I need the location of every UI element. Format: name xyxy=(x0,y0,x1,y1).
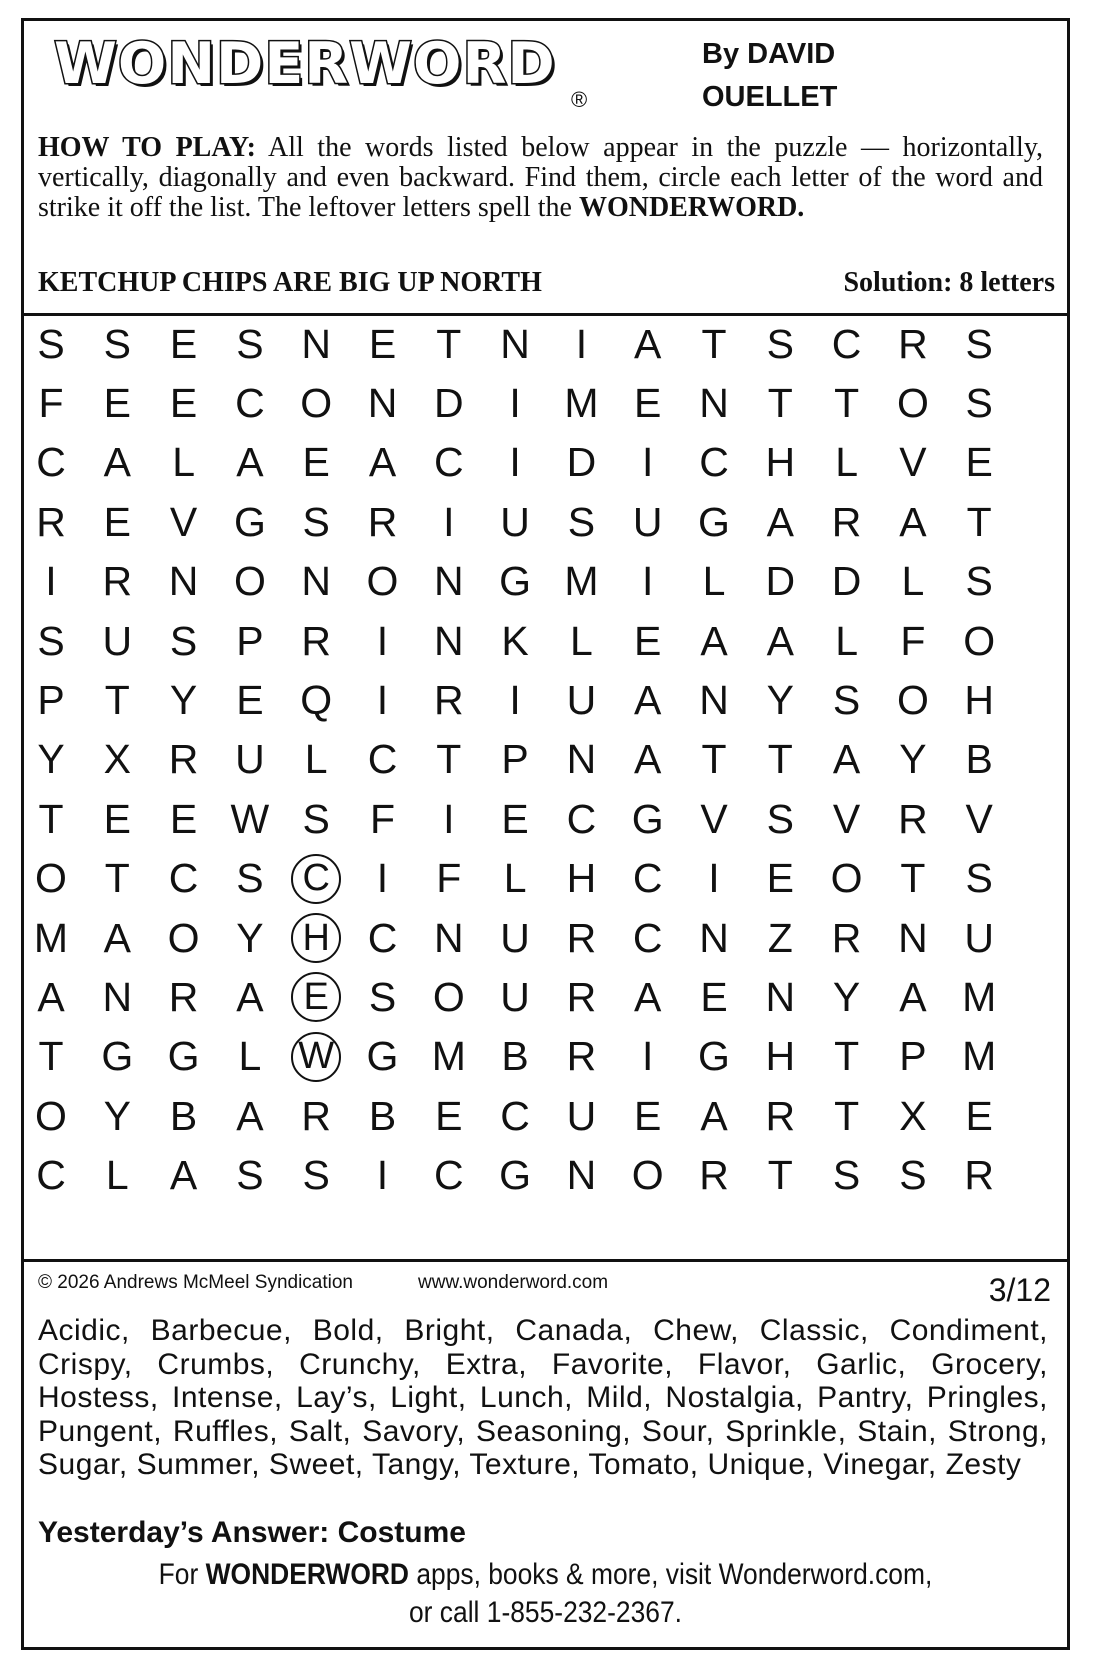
grid-cell[interactable]: T xyxy=(38,795,64,842)
byline-line-2: OUELLET xyxy=(702,81,838,113)
grid-cell[interactable]: A xyxy=(169,1152,198,1199)
grid-cell[interactable]: I xyxy=(641,558,654,605)
grid-cell[interactable]: Y xyxy=(236,914,264,961)
grid-cell[interactable]: S xyxy=(103,320,131,367)
grid-cell[interactable]: A xyxy=(236,973,264,1020)
grid-cell[interactable]: E xyxy=(302,439,330,486)
grid-cell[interactable]: I xyxy=(509,676,521,723)
grid-cell[interactable]: L xyxy=(901,558,925,605)
grid-cell[interactable]: S xyxy=(965,855,993,902)
grid-cell[interactable]: G xyxy=(499,1152,532,1199)
grid-cell[interactable]: E xyxy=(103,379,131,426)
grid-cell[interactable]: A xyxy=(899,498,927,545)
grid-cell[interactable]: G xyxy=(366,1033,399,1080)
grid-cell[interactable]: S xyxy=(302,795,330,842)
grid-cell[interactable]: R xyxy=(301,1092,331,1139)
grid-cell[interactable]: Y xyxy=(766,676,794,723)
grid-cell[interactable]: T xyxy=(436,320,462,367)
grid-cell[interactable]: R xyxy=(433,676,464,723)
grid-cell[interactable]: R xyxy=(168,736,199,783)
grid-cell[interactable]: C xyxy=(632,914,663,961)
grid-cell[interactable]: V xyxy=(965,795,993,842)
grid-cell[interactable]: P xyxy=(501,736,529,783)
grid-cell[interactable]: Q xyxy=(300,676,333,723)
grid-cell[interactable]: E xyxy=(103,498,131,545)
grid-cell[interactable]: Y xyxy=(899,736,927,783)
grid-cell[interactable]: T xyxy=(900,855,926,902)
grid-cell[interactable]: F xyxy=(38,379,64,426)
grid-cell[interactable]: R xyxy=(566,973,597,1020)
grid-cell[interactable]: R xyxy=(765,1092,796,1139)
grid-cell[interactable]: K xyxy=(501,617,529,664)
grid-cell[interactable]: N xyxy=(433,914,464,961)
grid-cell[interactable]: I xyxy=(376,617,389,664)
grid-cell[interactable]: I xyxy=(708,855,720,902)
grid-cell[interactable]: M xyxy=(962,973,997,1020)
grid-cell[interactable]: S xyxy=(302,1152,330,1199)
grid-cell[interactable]: R xyxy=(566,1033,597,1080)
grid-cell[interactable]: R xyxy=(168,973,199,1020)
grid-cell[interactable]: M xyxy=(564,558,599,605)
grid-cell[interactable]: F xyxy=(369,795,396,842)
grid-cell[interactable]: E xyxy=(700,973,728,1020)
grid-cell[interactable]: L xyxy=(172,439,195,486)
promo-line-1 xyxy=(87,1556,1005,1594)
grid-cell[interactable]: S xyxy=(832,1152,861,1199)
grid-cell[interactable]: U xyxy=(500,914,530,961)
grid-cell[interactable]: S xyxy=(368,973,397,1020)
grid-cell[interactable]: G xyxy=(233,498,266,545)
grid-cell[interactable]: T xyxy=(436,736,462,783)
grid-cell[interactable]: E xyxy=(766,855,794,902)
grid-cell[interactable]: E xyxy=(501,795,529,842)
grid-cell[interactable]: T xyxy=(834,1092,860,1139)
grid-cell[interactable]: A xyxy=(634,676,662,723)
grid-cell[interactable]: C xyxy=(235,379,265,426)
grid-cell[interactable]: R xyxy=(898,320,928,367)
grid-cell[interactable]: U xyxy=(235,736,265,783)
grid-cell[interactable]: S xyxy=(899,1152,927,1199)
grid-cell[interactable]: V xyxy=(700,795,728,842)
grid-cell[interactable]: L xyxy=(569,617,593,664)
grid-cell[interactable]: P xyxy=(236,617,264,664)
grid-cell[interactable]: S xyxy=(236,855,264,902)
grid-cell[interactable]: A xyxy=(103,914,131,961)
grid-cell[interactable]: P xyxy=(37,676,65,723)
grid-cell[interactable]: B xyxy=(965,736,993,783)
grid-cell[interactable]: E xyxy=(965,439,993,486)
grid-cell[interactable]: U xyxy=(566,1092,597,1139)
grid-cell[interactable]: Z xyxy=(767,914,793,961)
yesterday-answer: Yesterday’s Answer: Costume xyxy=(38,1516,466,1549)
grid-cell[interactable]: C xyxy=(291,854,341,904)
grid-cell[interactable]: F xyxy=(900,617,926,664)
grid-cell[interactable]: A xyxy=(103,439,131,486)
promo-suffix: apps, books & more, visit Wonderword.com, xyxy=(408,1558,933,1591)
wonderword-puzzle xyxy=(21,18,1070,1650)
grid-cell[interactable]: O xyxy=(35,1092,67,1139)
grid-cell[interactable]: O xyxy=(963,617,996,664)
grid-cell[interactable]: L xyxy=(835,617,858,664)
puzzle-footer xyxy=(24,1262,1067,1650)
word-list: Acidic, Barbecue, Bold, Bright, Canada, Chew, Classic, Condiment, Crispy, Crumbs, Crunchy, Extra, Favorite, Flavor, Garlic, Grocery, Hostess, Intense, Lay’s, Light, Lunch, Mild, Nostalgia, Pantry, Pringles, Pungent, Ruffles, Salt, Savory, Seasoning, Sour, Sprinkle, Stain, Strong, Sugar, Summer, Sweet, Tangy, Texture, Tomato, Unique, Vinegar, Zesty xyxy=(38,1314,1048,1481)
byline-line-1: By DAVID xyxy=(702,38,836,70)
grid-cell[interactable]: C xyxy=(632,855,663,902)
grid-cell[interactable]: I xyxy=(45,558,57,605)
how-to-play-label: HOW TO PLAY: xyxy=(38,132,256,163)
grid-cell[interactable]: B xyxy=(368,1092,397,1139)
grid-cell[interactable]: R xyxy=(36,498,66,545)
solution-length: Solution: 8 letters xyxy=(843,267,1055,298)
grid-cell[interactable]: T xyxy=(767,1152,793,1199)
grid-cell[interactable]: V xyxy=(899,439,927,486)
grid-cell[interactable]: L xyxy=(238,1033,262,1080)
grid-cell[interactable]: U xyxy=(500,498,530,545)
grid-cell[interactable]: N xyxy=(898,914,928,961)
grid-cell[interactable]: T xyxy=(701,320,727,367)
grid-cell[interactable]: M xyxy=(564,379,599,426)
grid-cell[interactable]: A xyxy=(236,439,264,486)
grid-cell[interactable]: A xyxy=(236,1092,264,1139)
grid-cell[interactable]: O xyxy=(233,558,266,605)
grid-cell[interactable]: H xyxy=(291,913,341,963)
grid-cell[interactable]: X xyxy=(103,736,131,783)
grid-cell[interactable]: E xyxy=(169,379,198,426)
grid-cell[interactable]: O xyxy=(830,855,863,902)
grid-cell[interactable]: D xyxy=(566,439,597,486)
grid-cell[interactable]: V xyxy=(832,795,861,842)
grid-cell[interactable]: C xyxy=(831,320,862,367)
grid-cell[interactable]: R xyxy=(301,617,331,664)
grid-cell[interactable]: E xyxy=(634,379,662,426)
grid-cell[interactable]: G xyxy=(631,795,664,842)
grid-cell[interactable]: R xyxy=(898,795,928,842)
grid-cell[interactable]: G xyxy=(499,558,532,605)
grid-cell[interactable]: C xyxy=(500,1092,530,1139)
grid-cell[interactable]: U xyxy=(566,676,597,723)
grid-cell[interactable]: S xyxy=(236,320,264,367)
grid-cell[interactable]: G xyxy=(167,1033,200,1080)
grid-cell[interactable]: D xyxy=(765,558,796,605)
grid-cell[interactable]: S xyxy=(236,1152,264,1199)
grid-cell[interactable]: S xyxy=(302,498,330,545)
grid-cell[interactable]: V xyxy=(169,498,198,545)
grid-cell[interactable]: S xyxy=(965,320,993,367)
how-to-play xyxy=(38,133,1043,223)
website: www.wonderword.com xyxy=(418,1272,609,1293)
grid-cell[interactable]: G xyxy=(698,498,730,545)
grid-cell[interactable]: R xyxy=(566,914,597,961)
grid-cell[interactable]: A xyxy=(700,617,728,664)
grid-cell[interactable]: N xyxy=(168,558,199,605)
grid-cell[interactable]: I xyxy=(376,676,389,723)
grid-cell[interactable]: W xyxy=(291,1032,341,1082)
grid-cell[interactable]: R xyxy=(102,558,133,605)
grid-cell[interactable]: P xyxy=(899,1033,927,1080)
grid-cell[interactable]: C xyxy=(168,855,199,902)
grid-cell[interactable]: T xyxy=(834,379,860,426)
promo-brand: WONDERWORD xyxy=(205,1558,409,1591)
grid-cell[interactable]: E xyxy=(236,676,264,723)
grid-cell[interactable]: G xyxy=(698,1033,730,1080)
grid-cell[interactable]: H xyxy=(964,676,994,723)
grid-cell[interactable]: E xyxy=(103,795,131,842)
grid-cell[interactable]: N xyxy=(367,379,398,426)
promo-prefix: For xyxy=(158,1558,206,1591)
grid-cell[interactable]: U xyxy=(964,914,994,961)
grid-cell[interactable]: U xyxy=(632,498,663,545)
grid-cell[interactable]: B xyxy=(169,1092,198,1139)
grid-cell[interactable]: R xyxy=(831,914,862,961)
grid-cell[interactable]: E xyxy=(291,972,341,1022)
grid-cell[interactable]: T xyxy=(104,676,130,723)
puzzle-header xyxy=(24,21,1067,316)
grid-cell[interactable]: S xyxy=(766,795,794,842)
grid-cell[interactable]: S xyxy=(965,558,993,605)
grid-cell[interactable]: Y xyxy=(832,973,861,1020)
grid-cell[interactable]: H xyxy=(765,1033,796,1080)
grid-cell[interactable]: C xyxy=(367,736,398,783)
grid-cell[interactable]: N xyxy=(433,617,464,664)
grid-cell[interactable]: N xyxy=(699,914,729,961)
grid-cell[interactable]: A xyxy=(766,498,794,545)
grid-cell[interactable]: O xyxy=(896,379,929,426)
grid-cell[interactable]: O xyxy=(167,914,200,961)
how-to-play-end: WONDERWORD. xyxy=(578,192,805,223)
grid-cell[interactable]: I xyxy=(575,320,588,367)
grid-cell[interactable]: R xyxy=(367,498,398,545)
grid-cell[interactable]: E xyxy=(368,320,397,367)
wonderword-logo: WONDERWORD xyxy=(54,31,556,97)
grid-cell[interactable]: I xyxy=(509,379,521,426)
grid-cell[interactable]: T xyxy=(104,855,130,902)
grid-cell[interactable]: R xyxy=(831,498,862,545)
grid-cell[interactable]: C xyxy=(36,439,66,486)
puzzle-date: 3/12 xyxy=(988,1272,1051,1308)
grid-cell[interactable]: C xyxy=(36,1152,66,1199)
grid-cell[interactable]: I xyxy=(641,439,654,486)
grid-cell[interactable]: T xyxy=(38,1033,64,1080)
grid-cell[interactable]: E xyxy=(169,795,198,842)
grid-cell[interactable]: A xyxy=(700,1092,728,1139)
grid-cell[interactable]: O xyxy=(896,676,929,723)
grid-cell[interactable]: A xyxy=(832,736,861,783)
grid-cell[interactable]: X xyxy=(899,1092,927,1139)
grid-cell[interactable]: I xyxy=(376,1152,389,1199)
grid-cell[interactable]: E xyxy=(435,1092,463,1139)
grid-cell[interactable]: N xyxy=(699,676,729,723)
grid-cell[interactable]: E xyxy=(169,320,198,367)
grid-cell[interactable]: O xyxy=(631,1152,664,1199)
grid-cell[interactable]: N xyxy=(500,320,530,367)
grid-cell[interactable]: N xyxy=(301,320,331,367)
grid-cell[interactable]: M xyxy=(962,1033,997,1080)
grid-cell[interactable]: A xyxy=(899,973,927,1020)
grid-cell[interactable]: L xyxy=(702,558,726,605)
grid-cell[interactable]: S xyxy=(766,320,794,367)
grid-cell[interactable]: T xyxy=(834,1033,860,1080)
grid-cell[interactable]: S xyxy=(567,498,596,545)
grid-cell[interactable]: N xyxy=(433,558,464,605)
grid-cell[interactable]: N xyxy=(566,1152,597,1199)
grid-cell[interactable]: C xyxy=(433,1152,464,1199)
grid-cell[interactable]: S xyxy=(832,676,861,723)
grid-cell[interactable]: N xyxy=(301,558,331,605)
grid-cell[interactable]: B xyxy=(501,1033,529,1080)
grid-cell[interactable]: N xyxy=(102,973,133,1020)
grid-cell[interactable]: N xyxy=(566,736,597,783)
grid-cell[interactable]: Y xyxy=(169,676,198,723)
grid-cell[interactable]: Y xyxy=(103,1092,131,1139)
byline xyxy=(702,33,902,119)
grid-cell[interactable]: T xyxy=(701,736,727,783)
grid-cell[interactable]: H xyxy=(566,855,597,902)
grid-cell[interactable]: E xyxy=(634,617,662,664)
grid-cell[interactable]: A xyxy=(634,736,662,783)
grid-cell[interactable]: D xyxy=(433,379,464,426)
grid-cell[interactable]: R xyxy=(699,1152,729,1199)
grid-cell[interactable]: U xyxy=(102,617,133,664)
grid-cell[interactable]: C xyxy=(367,914,398,961)
copyright: © 2026 Andrews McMeel Syndication xyxy=(38,1272,353,1293)
grid-cell[interactable]: L xyxy=(835,439,858,486)
how-to-play-text: All the words listed below appear in the puzzle — horizontally, vertically, diagonally and even backward. Find them, circle each letter of the word and strike it off the list. The leftover letters spell the xyxy=(38,132,1044,223)
grid-cell[interactable]: R xyxy=(964,1152,994,1199)
puzzle-theme: KETCHUP CHIPS ARE BIG UP NORTH xyxy=(38,267,542,298)
registered-mark: ® xyxy=(571,87,588,112)
grid-cell[interactable]: O xyxy=(366,558,399,605)
grid-cell[interactable]: G xyxy=(101,1033,134,1080)
grid-cell[interactable]: I xyxy=(443,795,455,842)
grid-cell[interactable]: A xyxy=(634,320,662,367)
grid-cell[interactable]: T xyxy=(767,379,793,426)
promo-line-2: or call 1-855-232-2367. xyxy=(409,1596,682,1629)
grid-cell[interactable]: W xyxy=(230,795,270,842)
grid-cell[interactable]: A xyxy=(37,973,65,1020)
grid-cell[interactable]: C xyxy=(699,439,729,486)
grid-cell[interactable]: L xyxy=(503,855,527,902)
grid-cell[interactable]: D xyxy=(831,558,862,605)
grid-cell[interactable]: A xyxy=(634,973,662,1020)
grid-cell[interactable]: T xyxy=(966,498,992,545)
grid-cell[interactable]: H xyxy=(765,439,796,486)
grid-cell[interactable]: F xyxy=(436,855,462,902)
grid-cell[interactable]: Y xyxy=(37,736,65,783)
letter-grid xyxy=(24,316,1067,1262)
grid-cell[interactable]: I xyxy=(641,1033,654,1080)
grid-cell[interactable]: I xyxy=(443,498,455,545)
grid-cell[interactable]: A xyxy=(368,439,397,486)
grid-cell[interactable]: E xyxy=(965,1092,993,1139)
grid-cell[interactable]: M xyxy=(33,914,69,961)
grid-cell[interactable]: L xyxy=(304,736,328,783)
grid-cell[interactable]: I xyxy=(509,439,521,486)
grid-cell[interactable]: T xyxy=(767,736,793,783)
grid-cell[interactable]: O xyxy=(35,855,67,902)
grid-cell[interactable]: S xyxy=(169,617,198,664)
grid-cell[interactable]: S xyxy=(37,320,65,367)
grid-cell[interactable]: S xyxy=(965,379,993,426)
grid-cell[interactable]: E xyxy=(634,1092,662,1139)
grid-cell[interactable]: N xyxy=(699,379,729,426)
grid-cell[interactable]: U xyxy=(500,973,530,1020)
grid-cell[interactable]: O xyxy=(432,973,465,1020)
grid-cell[interactable]: C xyxy=(433,439,464,486)
grid-cell[interactable]: C xyxy=(566,795,597,842)
promo-text xyxy=(87,1556,1005,1632)
grid-cell[interactable]: A xyxy=(766,617,794,664)
grid-cell[interactable]: S xyxy=(37,617,65,664)
grid-cell[interactable]: M xyxy=(431,1033,466,1080)
grid-cell[interactable]: O xyxy=(300,379,333,426)
grid-cell[interactable]: L xyxy=(105,1152,129,1199)
grid-cell[interactable]: I xyxy=(376,855,389,902)
grid-cell[interactable]: N xyxy=(765,973,796,1020)
